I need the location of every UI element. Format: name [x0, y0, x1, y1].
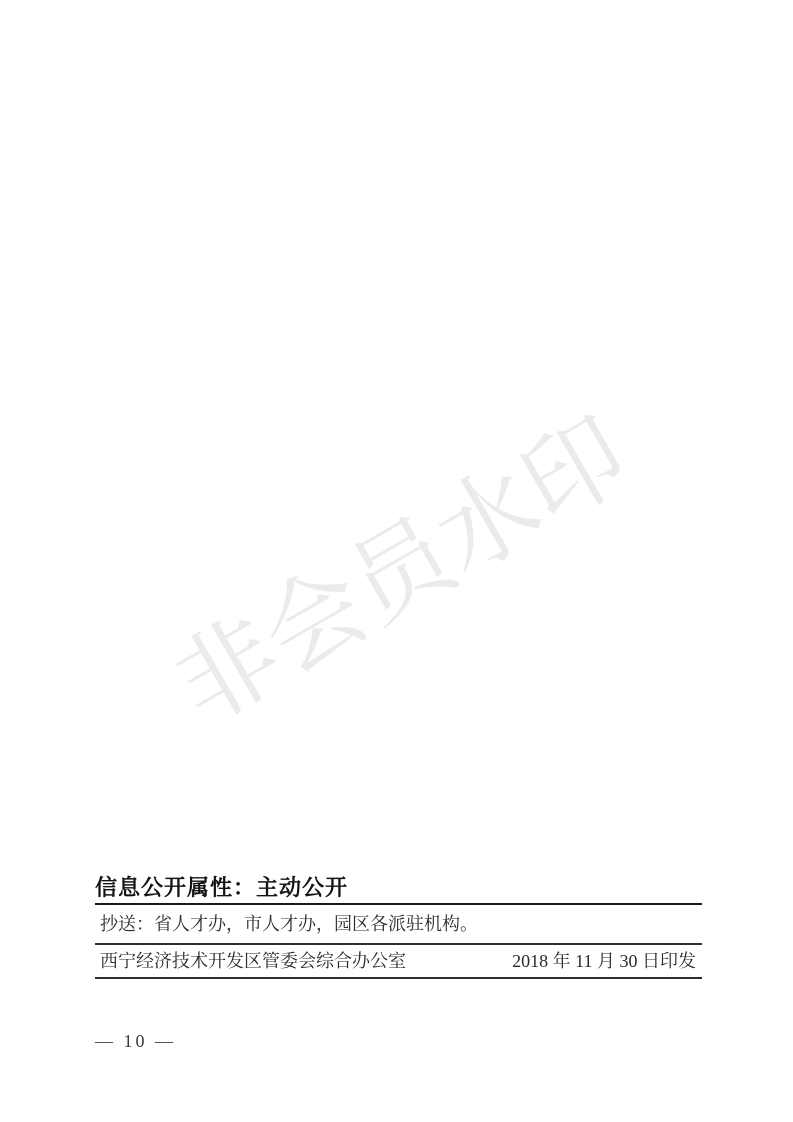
- cc-line: 抄送：省人才办，市人才办，园区各派驻机构。: [100, 914, 478, 934]
- issuing-office: 西宁经济技术开发区管委会综合办公室: [100, 951, 406, 971]
- page-number: — 10 —: [95, 1031, 176, 1051]
- watermark-text: 非会员水印: [156, 397, 647, 745]
- issuer-row: [95, 945, 702, 977]
- publicity-attribute-heading: 信息公开属性：主动公开: [95, 875, 349, 900]
- document-footer: [95, 873, 702, 979]
- print-date: 2018 年 11 月 30 日印发: [512, 951, 696, 971]
- separator-line-bottom: [95, 977, 702, 979]
